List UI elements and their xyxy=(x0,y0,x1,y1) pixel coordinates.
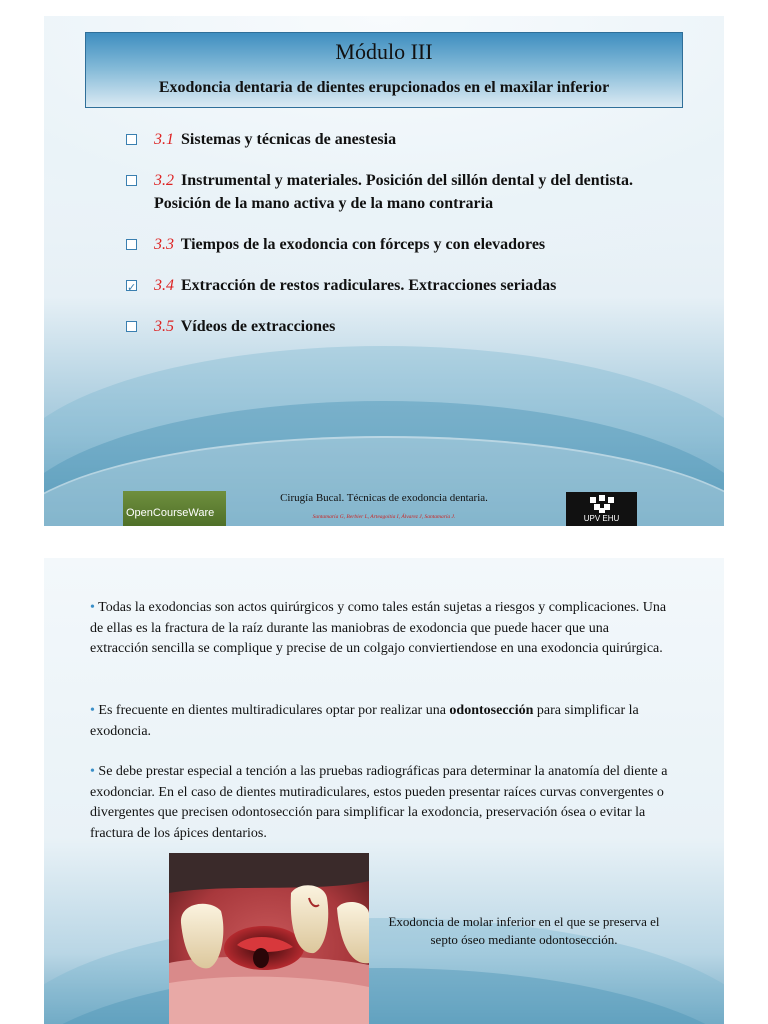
topic-item-3-1[interactable] xyxy=(126,128,646,151)
paragraph-text: Es frecuente en dientes multiradiculares optar por realizar una xyxy=(98,703,450,718)
topic-list xyxy=(126,128,646,356)
module-header xyxy=(85,32,683,108)
topic-number: 3.5 xyxy=(154,318,174,335)
topic-label: Vídeos de extracciones xyxy=(180,318,336,335)
logo-text: UPV EHU xyxy=(583,514,620,523)
topic-item-3-2[interactable] xyxy=(126,169,646,215)
module-title: Módulo III xyxy=(335,39,433,64)
photo-caption: Exodoncia de molar inferior en el que se preserva el septo óseo mediante odontosección. xyxy=(388,914,660,947)
bullet-icon: • xyxy=(90,764,95,779)
topic-label: Tiempos de la exodoncia con fórceps y con elevadores xyxy=(180,236,546,253)
checkbox-icon xyxy=(126,239,137,250)
topic-label: Extracción de restos radiculares. Extracciones seriadas xyxy=(181,277,557,294)
paragraph-bold-term: odontosección xyxy=(449,703,534,718)
logo-text: OpenCourseWare xyxy=(126,507,215,519)
module-subtitle: Exodoncia dentaria de dientes erupcionados en el maxilar inferior xyxy=(158,79,610,96)
topic-item-3-3[interactable] xyxy=(126,233,646,256)
slide-explanation xyxy=(44,558,724,1024)
topic-label: Sistemas y técnicas de anestesia xyxy=(181,131,397,148)
slide-module-overview xyxy=(44,16,724,526)
molar-extraction-photo xyxy=(169,853,369,1024)
paragraph-text: Todas la exodoncias son actos quirúrgicos y como tales están sujetas a riesgos y complicaciones. Una de ellas es la fractura de la raíz durante las maniobras de exodoncia que puede hacer que una extracción sencilla se complique y precise de un colgajo conviertiendose en una exodoncia quirúrgica. xyxy=(90,600,667,656)
footer-course-title: Cirugía Bucal. Técnicas de exodoncia dentaria. xyxy=(280,492,488,504)
checked-checkbox-icon xyxy=(126,280,137,291)
topic-number: 3.1 xyxy=(154,131,174,148)
checkbox-icon xyxy=(126,134,137,145)
paragraph-risks xyxy=(90,598,670,660)
topic-item-3-4[interactable] xyxy=(126,274,646,297)
topic-number: 3.2 xyxy=(154,172,174,189)
upv-ehu-logo xyxy=(566,492,637,526)
checkbox-icon xyxy=(126,321,137,332)
topic-item-3-5[interactable] xyxy=(126,315,646,338)
topic-number: 3.3 xyxy=(154,236,174,253)
footer-authors: Santamaría G, Berbier L, Arteagoitia I, Álvarez J, Santamaría J. xyxy=(312,514,456,520)
topic-label: Instrumental y materiales. Posición del sillón dental y del dentista. Posición de la mano activa y de la mano contraria xyxy=(154,172,633,212)
checkbox-icon xyxy=(126,175,137,186)
bullet-icon: • xyxy=(90,703,95,718)
bullet-icon: • xyxy=(90,600,95,615)
opencourseware-logo xyxy=(123,491,226,526)
paragraph-text: para simplificar la exodoncia. xyxy=(90,703,639,739)
paragraph-radiographs xyxy=(90,762,670,844)
upv-emblem-icon xyxy=(588,495,616,513)
paragraph-odontoseccion xyxy=(90,701,670,742)
topic-number: 3.4 xyxy=(154,277,174,294)
paragraph-text: Se debe prestar especial a tención a las pruebas radiográficas para determinar la anatomía del diente a exodonciar. En el caso de dientes mutiradiculares, estos pueden presentar raíces curvas convergentes o divergentes que precisen odontosección para simplificar la exodoncia, preservación ósea o evitar la fractura de los ápices dentarios. xyxy=(90,764,668,841)
